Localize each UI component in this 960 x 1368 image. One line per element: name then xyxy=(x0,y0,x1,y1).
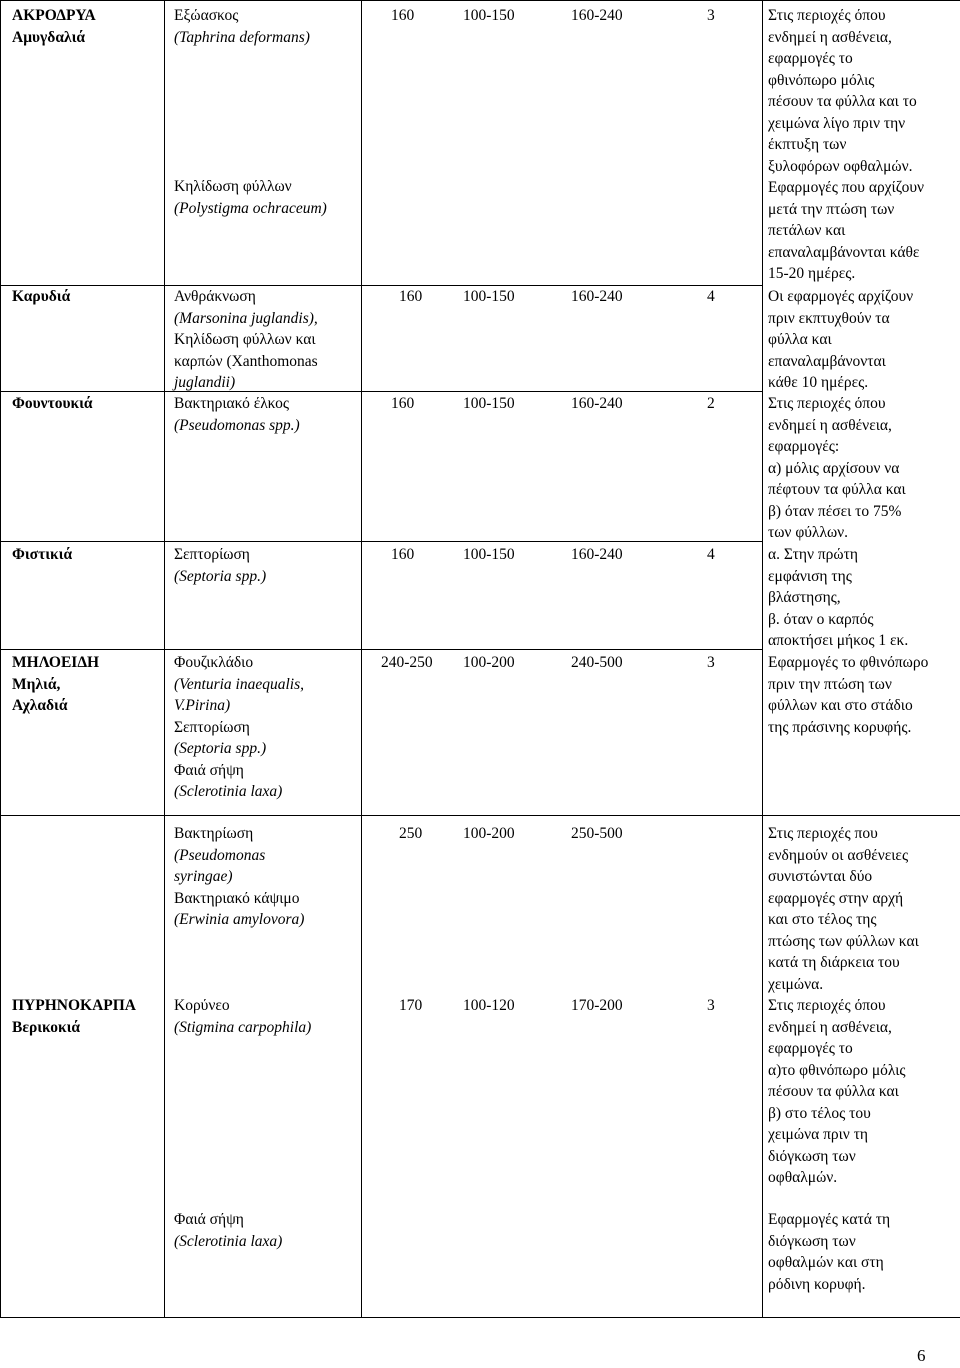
row-divider-4 xyxy=(0,649,762,650)
value-cell: 3 xyxy=(707,997,715,1014)
crop-cell: ΠΥΡΗΝΟΚΑΡΠΑ Βερικοκιά xyxy=(12,997,136,1036)
value-cell: 100-150 xyxy=(463,288,515,305)
notes-cell: α. Στην πρώτη εμφάνιση της βλάστησης, β. όταν ο καρπός αποκτήσει μήκος 1 εκ. xyxy=(768,546,909,649)
value-cell: 160 xyxy=(391,546,415,563)
crop-cell: Καρυδιά xyxy=(12,288,71,305)
value-cell: 170-200 xyxy=(571,997,623,1014)
disease-cell xyxy=(174,652,304,803)
disease-name: Εξώασκος xyxy=(174,7,239,24)
table-border-left xyxy=(0,0,1,1318)
value-cell: 160-240 xyxy=(571,546,623,563)
value-cell: 3 xyxy=(707,7,715,24)
disease-line: (Sclerotinia laxa) xyxy=(174,783,283,800)
value-cell: 240-250 xyxy=(381,654,433,671)
disease-line: Κηλίδωση φύλλων και xyxy=(174,331,316,348)
disease-line: (Septoria spp.) xyxy=(174,740,267,757)
disease-line: (Pseudomonas xyxy=(174,846,266,864)
table-divider-values xyxy=(762,0,763,1318)
value-cell: 100-120 xyxy=(463,997,515,1014)
value-cell: 4 xyxy=(707,546,715,563)
disease-latin: (Pseudomonas spp.) xyxy=(174,417,300,434)
disease-cell xyxy=(174,823,304,931)
notes-cell: Στις περιοχές που ενδημούν οι ασθένειες συνιστώνται δύο εφαρμογές στην αρχή και στο τέλος της πτώσης των φύλλων και κατά τη διάρκεια του χειμώνα. xyxy=(768,825,919,993)
disease-line: (Marsonina juglandis), xyxy=(174,309,318,327)
value-cell: 160-240 xyxy=(571,7,623,24)
disease-name: Βακτηριακό έλκος xyxy=(174,395,289,412)
notes-cell: Οι εφαρμογές αρχίζουν πριν εκπτυχθούν τα φύλλα και επαναλαμβάνονται κάθε 10 ημέρες. xyxy=(768,288,914,391)
disease-line: καρπών (Xanthomonas xyxy=(174,352,318,370)
disease-line: V.Pirina) xyxy=(174,697,231,714)
value-cell: 250 xyxy=(399,825,423,842)
disease-latin: (Polystigma ochraceum) xyxy=(174,200,327,217)
table-divider-disease xyxy=(361,0,362,1318)
disease-line: Ανθράκνωση xyxy=(174,288,256,305)
value-cell: 2 xyxy=(707,395,715,412)
disease-line: syringae) xyxy=(174,868,233,885)
row-divider-5 xyxy=(0,815,960,816)
notes-cell: Στις περιοχές όπου ενδημεί η ασθένεια, εφαρμογές: α) μόλις αρχίσουν να πέφτουν τα φύλλα και β) όταν πέσει το 75% των φύλλων. xyxy=(768,395,906,541)
disease-line: (Erwinia amylovora) xyxy=(174,911,305,928)
row-divider-1 xyxy=(0,285,762,286)
value-cell: 100-150 xyxy=(463,395,515,412)
crop-cell: Φιστικιά xyxy=(12,546,73,563)
disease-line: Φαιά σήψη xyxy=(174,761,244,779)
disease-line: Βακτηρίωση xyxy=(174,825,254,842)
value-cell: 160-240 xyxy=(571,288,623,305)
disease-line: Βακτηριακό κάψιμο xyxy=(174,889,300,907)
row-divider-2 xyxy=(0,391,762,392)
disease-latin: (Taphrina deformans) xyxy=(174,29,310,46)
notes-cell: Στις περιοχές όπου ενδημεί η ασθένεια, εφαρμογές το φθινόπωρο μόλις πέσουν τα φύλλα και το χειμώνα λίγο πριν την έκπτυξη των ξυλοφόρων οφθαλμών. Εφαρμογές που αρχίζουν μετά την πτώση των πετάλων και επαναλαμβάνονται κάθε 15-20 ημέρες. xyxy=(768,7,925,282)
value-cell: 100-150 xyxy=(463,546,515,563)
value-cell: 170 xyxy=(399,997,423,1014)
crop-cell: Φουντουκιά xyxy=(12,395,93,412)
disease-cell xyxy=(174,286,318,394)
value-cell: 100-150 xyxy=(463,7,515,24)
value-cell: 3 xyxy=(707,654,715,671)
notes-cell: Εφαρμογές κατά τη διόγκωση των οφθαλμών και στη ρόδινη κορυφή. xyxy=(768,1211,891,1293)
table-divider-crop xyxy=(164,0,165,1318)
notes-cell: Στις περιοχές όπου ενδημεί η ασθένεια, εφαρμογές το α)το φθινόπωρο μόλις πέσουν τα φύλλα και β) στο τέλος του χειμώνα πριν τη διόγκωση των οφθαλμών. xyxy=(768,997,906,1186)
value-cell: 240-500 xyxy=(571,654,623,671)
crop-cell: ΜΗΛΟΕΙΔΗ Μηλιά, Αχλαδιά xyxy=(12,654,100,714)
disease-name: Κηλίδωση φύλλων xyxy=(174,178,292,195)
value-cell: 160 xyxy=(391,7,415,24)
notes-cell: Εφαρμογές το φθινόπωρο πριν την πτώση των φύλλων και στο στάδιο της πράσινης κορυφής. xyxy=(768,654,929,736)
value-cell: 250-500 xyxy=(571,825,623,842)
table-border-bottom xyxy=(0,1317,960,1318)
disease-line: (Venturia inaequalis, xyxy=(174,675,305,693)
table-border-top xyxy=(0,0,960,1)
disease-line: Φαιά σήψη xyxy=(174,1211,244,1228)
disease-line: (Stigmina carpophila) xyxy=(174,1018,312,1036)
disease-line: juglandii) xyxy=(174,374,236,391)
disease-cell xyxy=(174,995,311,1038)
page-number: 6 xyxy=(917,1346,926,1365)
disease-line: Κορύνεο xyxy=(174,997,230,1014)
disease-line: (Sclerotinia laxa) xyxy=(174,1232,283,1250)
value-cell: 100-200 xyxy=(463,825,515,842)
crop-cell: ΑΚΡΟΔΡΥΑ Αμυγδαλιά xyxy=(12,7,96,46)
disease-name: Σεπτορίωση xyxy=(174,546,250,563)
disease-cell xyxy=(174,1209,282,1252)
value-cell: 100-200 xyxy=(463,654,515,671)
value-cell: 160-240 xyxy=(571,395,623,412)
row-divider-3 xyxy=(0,541,762,542)
value-cell: 160 xyxy=(391,395,415,412)
value-cell: 4 xyxy=(707,288,715,305)
disease-latin: (Septoria spp.) xyxy=(174,568,267,585)
value-cell: 160 xyxy=(399,288,423,305)
disease-line: Σεπτορίωση xyxy=(174,718,250,736)
disease-line: Φουζικλάδιο xyxy=(174,654,254,671)
